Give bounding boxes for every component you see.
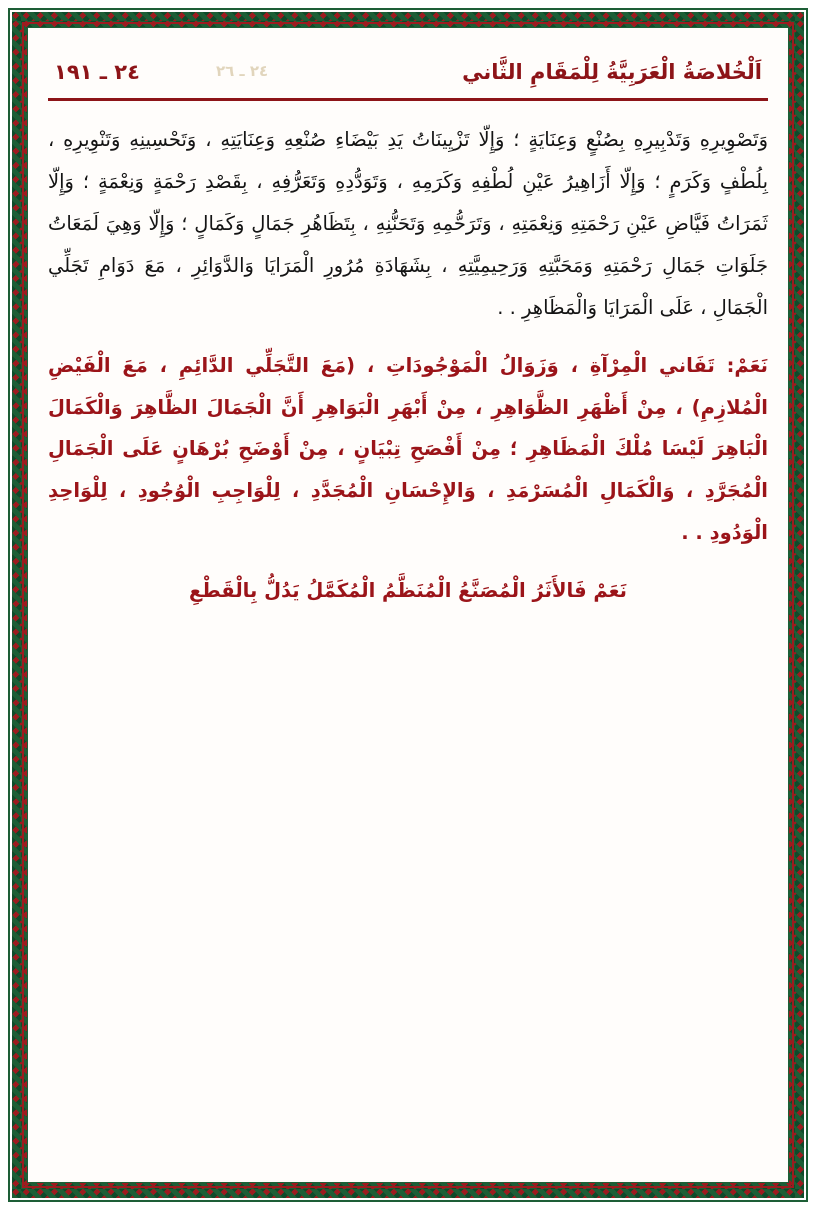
header-divider <box>48 98 768 101</box>
page-title: اَلْخُلاصَةُ الْعَرَبِيَّةُ لِلْمَقَامِ الثَّاني <box>462 60 762 84</box>
header-watermark-number: ٢٤ ـ ٢٦ <box>216 62 269 80</box>
page-header <box>46 46 770 94</box>
page-number: ٢٤ ـ ١٩١ <box>54 60 140 84</box>
paragraph-body-1: وَتَصْوِيرِهِ وَتَدْبِيرِهِ بِصُنْعٍ وَعِنَايَةٍ ؛ وَإِلّا تَزْيِينَاتُ يَدِ بَيْضَاءِ صُنْعِهِ وَعِنَايَتِهِ ، وَتَحْسِينِهِ وَتَنْوِيرِهِ ، بِلُطْفٍ وَكَرَمٍ ؛ وَإِلّا أَزَاهِيرُ عَيْنِ لُطْفِهِ وَكَرَمِهِ ، وَتَوَدُّدِهِ وَتَعَرُّفِهِ ، بِقَصْدِ رَحْمَةٍ وَنِعْمَةٍ ؛ وَإِلّا ثَمَرَاتُ فَيَّاضِ عَيْنِ رَحْمَتِهِ وَنِعْمَتِهِ ، وَتَرَحُّمِهِ وَتَحَنُّنِهِ ، بِتَظَاهُرِ جَمَالٍ وَكَمَالٍ ؛ وَإِلّا وَهِيَ لَمَعَاتُ جَلَوَاتِ جَمَالِ رَحْمَتِهِ وَمَحَبَّتِهِ وَرَحِيمِيَّتِهِ ، بِشَهَادَةِ مُرُورِ الْمَرَايَا وَالدَّوَائِرِ ، مَعَ دَوَامِ تَجَلِّي الْجَمَالِ ، عَلَى الْمَرَايَا وَالْمَظَاهِرِ . . <box>48 128 768 319</box>
paragraph-body-2: نَعَمْ: تَفَاني الْمِرْآةِ ، وَزَوَالُ الْمَوْجُودَاتِ ، (مَعَ التَّجَلِّي الدَّائِمِ ، مَعَ الْفَيْضِ الْمُلازِمِ) ، مِنْ أَظْهَرِ الظَّوَاهِرِ ، مِنْ أَبْهَرِ الْبَوَاهِرِ أَنَّ الْجَمَالَ الظَّاهِرَ وَالْكَمَالَ الْبَاهِرَ لَيْسَا مُلْكَ الْمَظَاهِرِ ؛ مِنْ أَفْصَحِ تِبْيَانٍ ، مِنْ أَوْضَحِ بُرْهَانٍ عَلَى الْجَمَالِ الْمُجَرَّدِ ، وَالْكَمَالِ الْمُسَرْمَدِ ، وَالإِحْسَانِ الْمُجَدَّدِ ، لِلْوَاجِبِ الْوُجُودِ ، لِلْوَاحِدِ الْوَدُودِ . . <box>48 353 768 545</box>
page-content <box>46 46 770 1174</box>
paragraph-body-3: نَعَمْ فَالأَثَرُ الْمُصَنَّعُ الْمُنَظَّمُ الْمُكَمَّلُ يَدُلُّ بِالْقَطْعِ <box>188 579 628 603</box>
